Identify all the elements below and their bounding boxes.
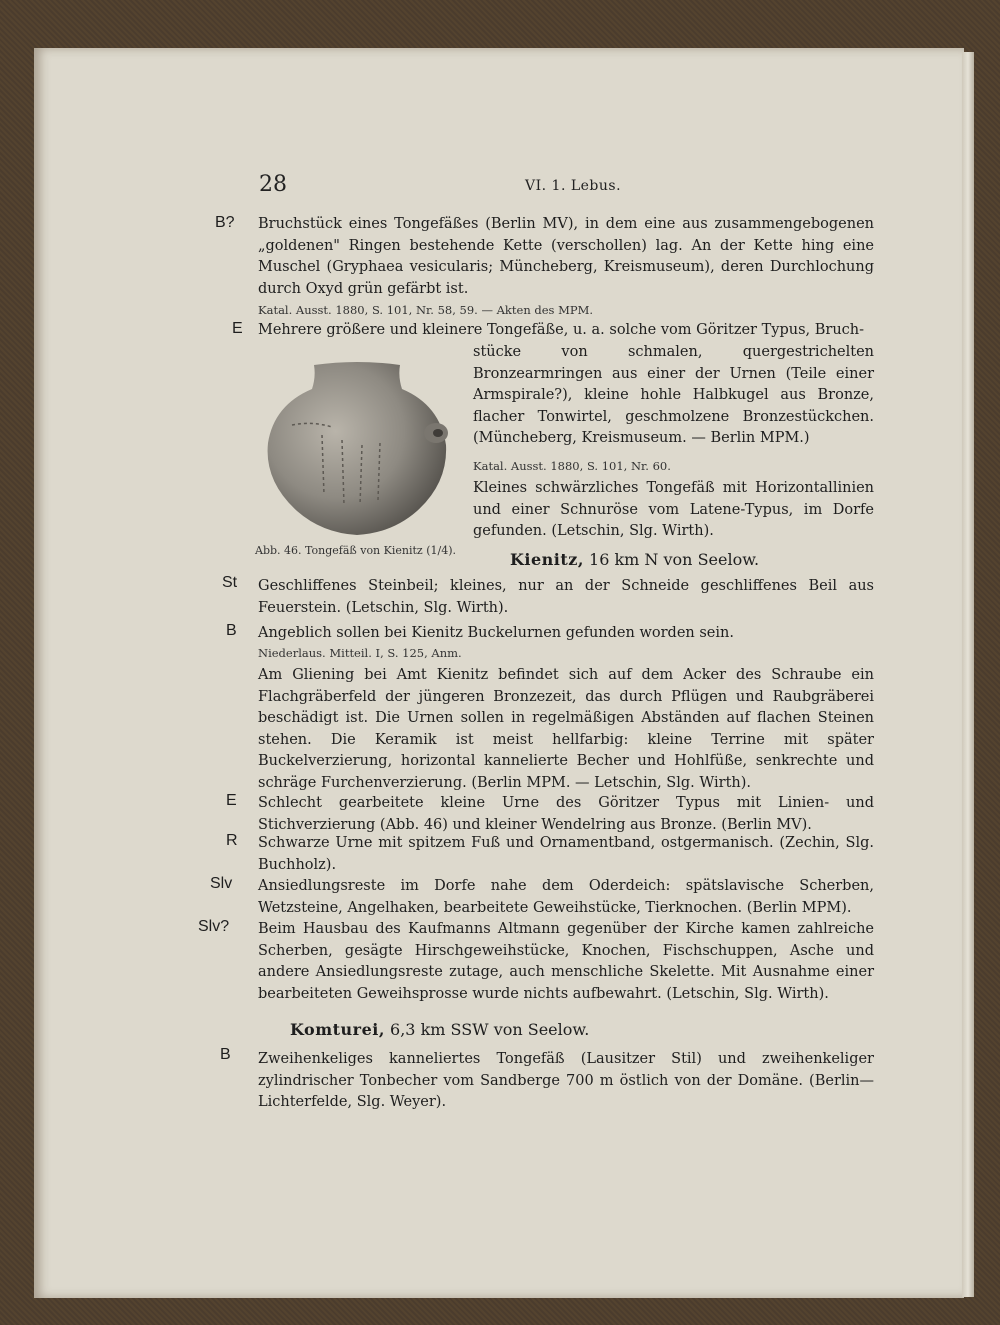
page-number: 28 [259,172,287,197]
entry-text: Schwarze Urne mit spitzem Fuß und Ornamentband, ostgermanisch. (Zechin, Slg. Buchholz). [258,835,874,873]
place-detail: 16 km N von Seelow. [589,550,760,569]
page-header [0,172,1000,202]
entry-reference: Katal. Ausst. 1880, S. 101, Nr. 58, 59. — Akten des MPM. [258,303,594,317]
entry-text: Beim Hausbau des Kaufmanns Altmann gegenüber der Kirche kamen zahlreiche Scherben, gesägte Hirschgeweihstücke, Knochen, Fischschuppen, Asche und andere Ansiedlungsreste zutage, auch menschliche Skelette. Mit Ausnahme einer bearbeiteten Geweihsprosse wurde nichts aufbewahrt. (Letschin, Slg. Wirth). [258,921,874,1002]
entry-text: stücke von schmalen, quergestrichelten Bronzearmringen aus einer der Urnen (Teile einer Armspirale?), kleine hohle Halbkugel aus Bronze, flacher Tonwirtel, geschmolzene Bronzestückchen. (Müncheberg, Kreismuseum. — Berlin MPM.) [473,344,874,446]
entry-reference: Katal. Ausst. 1880, S. 101, Nr. 60. [473,459,671,473]
entry-tag: R [226,832,238,849]
entry-text-first-line: Mehrere größere und kleinere Tongefäße, u. a. solche vom Göritzer Typus, Bruch- [258,322,865,338]
entry-tag: B [226,622,237,639]
entry-text-second: Kleines schwärzliches Tongefäß mit Horizontallinien und einer Schnuröse vom Latene-Typus, im Dorfe gefunden. (Letschin, Slg. Wirth). [473,480,874,539]
entry-text: Zweihenkeliges kanneliertes Tongefäß (Lausitzer Stil) und zweihenkeliger zylindrischer Tonbecher vom Sandberge 700 m östlich von der Domäne. (Berlin—Lichterfelde, Slg. Weyer). [258,1051,874,1110]
entry-text: Ansiedlungsreste im Dorfe nahe dem Oderdeich: spätslavische Scherben, Wetzsteine, Angelhaken, bearbeitete Geweihstücke, Tierknochen. (Berlin MPM). [258,878,874,916]
vessel-figure [252,355,462,540]
entry-tag: E [232,320,243,337]
entry-tag: Slv [210,875,233,892]
entry-tag: B [220,1046,231,1063]
entry-tag: B? [215,214,235,231]
place-heading-komturei [290,1020,589,1039]
place-heading-kienitz [510,550,759,569]
entry-text: Schlecht gearbeitete kleine Urne des Göritzer Typus mit Linien- und Stichverzierung (Abb. 46) und kleiner Wendelring aus Bronze. (Berlin MV). [258,795,874,833]
running-head: VI. 1. Lebus. [525,178,622,194]
entry-text-second: Am Gliening bei Amt Kienitz befindet sich auf dem Acker des Schraube ein Flachgräberfeld der jüngeren Bronzezeit, das durch Pflügen und Raubgräberei beschädigt ist. Die Urnen sollen in regelmäßigen Abständen auf flachen Steinen stehen. Die Keramik ist meist hellfarbig: kleine Terrine mit später Buckelverzierung, horizontal kannelierte Becher und Hohlfüße, senkrechte und schräge Furchenverzierung. (Berlin MPM. — Letschin, Slg. Wirth). [258,667,874,791]
entry-text: Bruchstück eines Tongefäßes (Berlin MV), in dem eine aus zusammengebogenen „goldenen" Ringen bestehende Kette (verschollen) lag. An der Kette hing eine Muschel (Gryphaea vesicularis; Müncheberg, Kreismuseum), deren Durchlochung durch Oxyd grün gefärbt ist. [258,216,874,297]
place-name: Komturei, [290,1020,385,1039]
entry-text: Geschliffenes Steinbeil; kleines, nur an der Schneide geschliffenes Beil aus Feuerstein. (Letschin, Slg. Wirth). [258,578,874,616]
entry-tag: E [226,792,237,809]
vessel-body [268,362,447,535]
place-detail: 6,3 km SSW von Seelow. [390,1020,590,1039]
place-name: Kienitz, [510,550,584,569]
entry-tag: St [222,574,238,591]
entry-tag: Slv? [198,918,230,935]
entry-text: Angeblich sollen bei Kienitz Buckelurnen gefunden worden sein. [258,625,734,641]
page-stack-edge [962,52,974,1297]
entry-reference: Niederlaus. Mitteil. I, S. 125, Anm. [258,646,462,660]
figure-caption: Abb. 46. Tongefäß von Kienitz (1/4). [255,544,456,557]
